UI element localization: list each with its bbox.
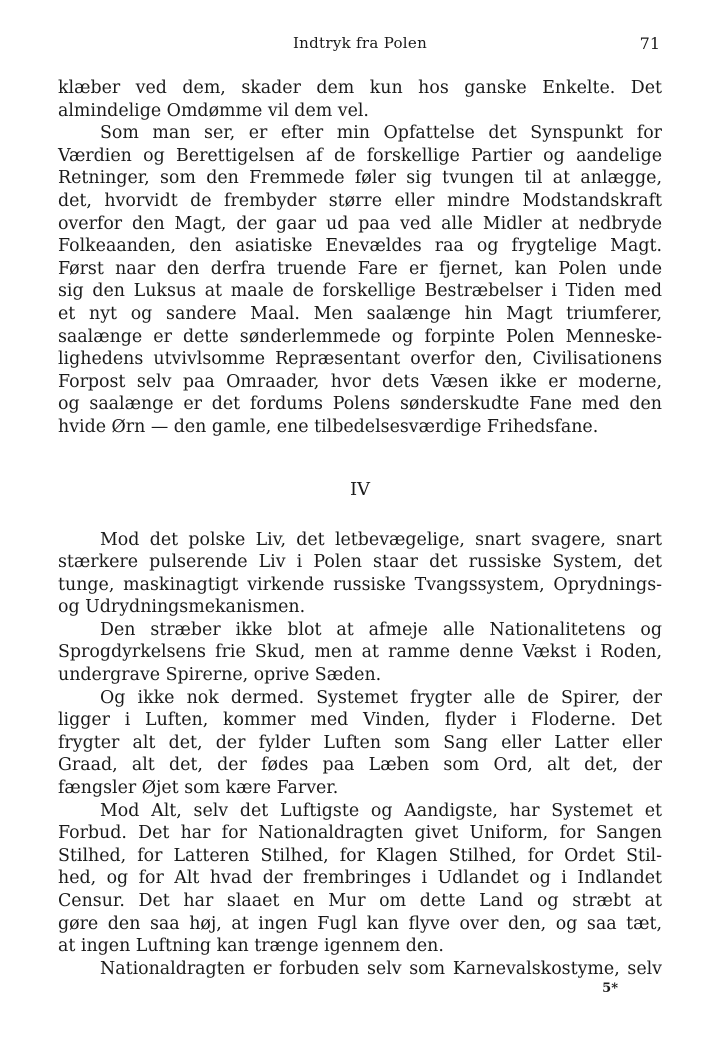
text-line: Mod Alt, selv det Luftigste og Aandigste, har Systemet et: [100, 800, 662, 821]
text-line: et nyt og sandere Maal. Men saalænge hin Magt triumferer,: [58, 303, 662, 324]
text-line: Retninger, som den Fremmede føler sig tvungen til at anlægge,: [58, 168, 662, 189]
text-line: Nationaldragten er forbuden selv som Karnevalskostyme, selv: [100, 958, 662, 979]
text-line: stærkere pulserende Liv i Polen staar det russiske System, det: [58, 552, 662, 573]
section-heading: IV: [349, 478, 371, 500]
text-line: Stilhed, for Latteren Stilhed, for Klagen Stilhed, for Ordet Stil-: [58, 845, 662, 866]
text-line: Mod det polske Liv, det letbevægelige, snart svagere, snart: [100, 529, 662, 550]
signature-mark: 5*: [602, 981, 618, 997]
text-line: lighedens utvivlsomme Repræsentant overfor den, Civilisationens: [58, 349, 662, 370]
text-line: og Udrydningsmekanismen.: [58, 597, 306, 618]
running-title: Indtryk fra Polen: [292, 34, 428, 52]
text-line: ligger i Luften, kommer med Vinden, flyder i Floderne. Det: [58, 710, 662, 731]
text-line: sig den Luksus at maale de forskellige Bestræbelser i Tiden med: [58, 281, 662, 302]
text-line: almindelige Omdømme vil dem vel.: [58, 100, 369, 121]
text-line: undergrave Spirerne, oprive Sæden.: [58, 665, 382, 686]
text-block-section-iv: [58, 529, 662, 981]
text-line: Forpost selv paa Omraader, hvor dets Væsen ikke er moderne,: [58, 371, 662, 392]
text-line: gøre den saa høj, at ingen Fugl kan flyve over den, og saa tæt,: [58, 913, 662, 934]
page-number: 71: [639, 34, 660, 53]
text-line: Og ikke nok dermed. Systemet frygter alle de Spirer, der: [100, 687, 662, 708]
text-line: frygter alt det, der fylder Luften som Sang eller Latter eller: [58, 732, 662, 753]
text-line: Sprogdyrkelsens frie Skud, men at ramme denne Vækst i Roden,: [58, 642, 662, 663]
text-line: Først naar den derfra truende Fare er fjernet, kan Polen unde: [58, 258, 662, 279]
text-line: Som man ser, er efter min Opfattelse det Synspunkt for: [100, 123, 662, 144]
text-line: Graad, alt det, der fødes paa Læben som Ord, alt det, der: [58, 755, 662, 776]
text-line: Den stræber ikke blot at afmeje alle Nationalitetens og: [100, 619, 662, 640]
text-line: fængsler Øjet som kære Farver.: [58, 778, 339, 799]
text-line: hed, og for Alt hvad der frembringes i Udlandet og i Indlandet: [58, 868, 662, 889]
text-line: Forbud. Det har for Nationaldragten givet Uniform, for Sangen: [58, 823, 662, 844]
text-line: at ingen Luftning kan trænge igennem den.: [58, 936, 444, 957]
page-header: [58, 34, 662, 58]
text-block-continuation: [58, 77, 662, 439]
text-line: det, hvorvidt de frembyder større eller mindre Modstandskraft: [58, 190, 662, 211]
text-line: Censur. Det har slaaet en Mur om dette Land og stræbt at: [58, 891, 662, 911]
book-page: [58, 34, 662, 998]
text-line: Værdien og Berettigelsen af de forskellige Partier og aandelige: [58, 145, 662, 166]
text-line: klæber ved dem, skader dem kun hos ganske Enkelte. Det: [58, 78, 662, 98]
text-line: og saalænge er det fordums Polens sønderskudte Fane med den: [58, 394, 662, 415]
text-line: Folkeaanden, den asiatiske Enevældes raa og frygtelige Magt.: [58, 236, 662, 257]
text-line: overfor den Magt, der gaar ud paa ved alle Midler at nedbryde: [58, 213, 662, 234]
text-line: tunge, maskinagtigt virkende russiske Tvangssystem, Oprydnings-: [58, 574, 662, 595]
text-line: hvide Ørn — den gamle, ene tilbedelsesværdige Frihedsfane.: [58, 416, 599, 437]
text-line: saalænge er dette sønderlemmede og forpinte Polen Menneske-: [58, 326, 662, 347]
